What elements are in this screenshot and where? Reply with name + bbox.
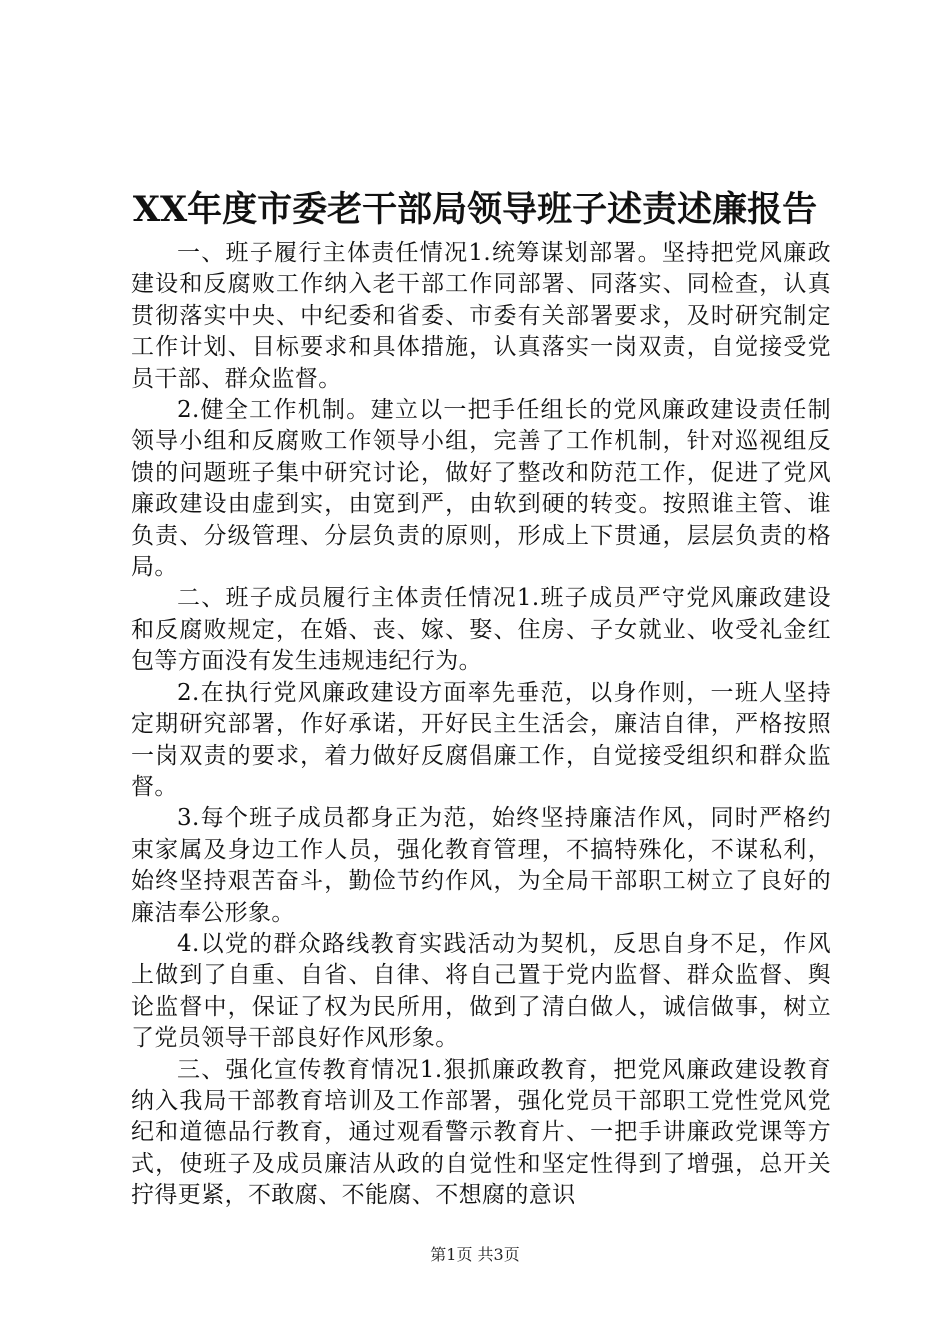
paragraph: 3.每个班子成员都身正为范，始终坚持廉洁作风，同时严格约束家属及身边工作人员，强化教育管理，不搞特殊化，不谋私利，始终坚持艰苦奋斗，勤俭节约作风，为全局干部职工树立了良好的廉洁奉公形象。	[131, 805, 831, 926]
page-footer: 第1页 共3页	[430, 1245, 520, 1264]
document-title: XX年度市委老干部局领导班子述责述廉报告	[132, 189, 818, 230]
paragraph: 二、班子成员履行主体责任情况1.班子成员严守党风廉政建设和反腐败规定，在婚、丧、嫁、娶、住房、子女就业、收受礼金红包等方面没有发生违规违纪行为。	[131, 585, 831, 675]
paragraph: 2.健全工作机制。建立以一把手任组长的党风廉政建设责任制领导小组和反腐败工作领导小组，完善了工作机制，针对巡视组反馈的问题班子集中研究讨论，做好了整改和防范工作，促进了党风廉政建设由虚到实，由宽到严，由软到硬的转变。按照谁主管、谁负责、分级管理、分层负责的原则，形成上下贯通，层层负责的格局。	[131, 397, 831, 581]
paragraph: 4.以党的群众路线教育实践活动为契机，反思自身不足，作风上做到了自重、自省、自律、将自己置于党内监督、群众监督、舆论监督中，保证了权为民所用，做到了清白做人，诚信做事，树立了党员领导干部良好作风形象。	[131, 930, 831, 1052]
paragraph: 三、强化宣传教育情况1.狠抓廉政教育，把党风廉政建设教育纳入我局干部教育培训及工作部署，强化党员干部职工党性党风党纪和道德品行教育，通过观看警示教育片、一把手讲廉政党课等方式，使班子及成员廉洁从政的自觉性和坚定性得到了增强，总开关拧得更紧，不敢腐、不能腐、不想腐的意识	[131, 1056, 831, 1209]
paragraph: 2.在执行党风廉政建设方面率先垂范，以身作则，一班人坚持定期研究部署，作好承诺，开好民主生活会，廉洁自律，严格按照一岗双责的要求，着力做好反腐倡廉工作，自觉接受组织和群众监督。	[131, 679, 831, 800]
document-body	[131, 238, 831, 1212]
paragraph: 一、班子履行主体责任情况1.统筹谋划部署。坚持把党风廉政建设和反腐败工作纳入老干部工作同部署、同落实、同检查，认真贯彻落实中央、中纪委和省委、市委有关部署要求，及时研究制定工作计划、目标要求和具体措施，认真落实一岗双责，自觉接受党员干部、群众监督。	[131, 240, 831, 392]
